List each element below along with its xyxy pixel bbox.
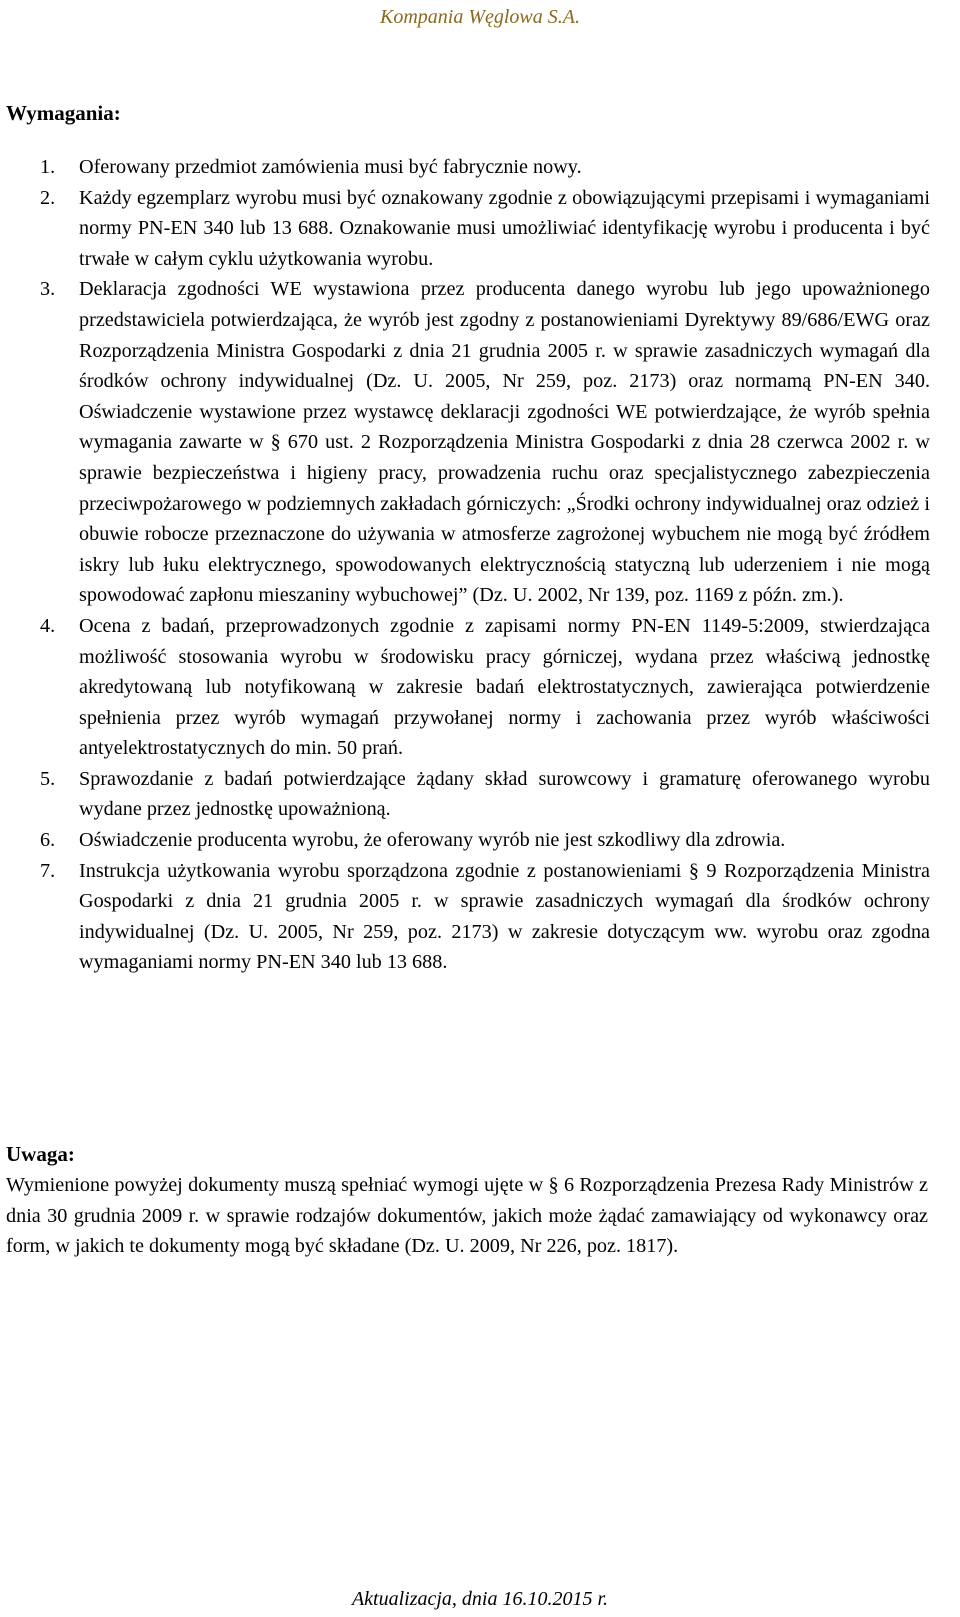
list-item-number: 2. (40, 186, 56, 209)
note-title: Uwaga: (6, 1142, 75, 1166)
list-item (0, 183, 960, 275)
list-item-text: Sprawozdanie z badań potwierdzające żądany skład surowcowy i gramaturę oferowanego wyrobu wydane przez jednostkę upoważnioną. (79, 767, 930, 821)
list-item-number: 7. (40, 859, 56, 882)
list-item (0, 611, 960, 764)
list-item-text: Oświadczenie producenta wyrobu, że oferowany wyrób nie jest szkodliwy dla zdrowia. (79, 829, 786, 852)
list-item (0, 764, 960, 825)
list-item-text: Oferowany przedmiot zamówienia musi być fabrycznie nowy. (79, 156, 582, 178)
list-item-number: 1. (40, 156, 56, 178)
requirements-list (0, 152, 960, 978)
list-item (0, 856, 960, 978)
list-item-number: 6. (40, 829, 56, 852)
requirements-title: Wymagania: (6, 101, 121, 125)
page-header-company: Kompania Węglowa S.A. (380, 6, 580, 28)
list-item-text: Deklaracja zgodności WE wystawiona przez producenta danego wyrobu lub jego upoważnionego przedstawiciela potwierdzająca, że wyrób jest zgodny z postanowieniami Dyrektywy 89/686/EWG oraz Rozporządzenia Ministra Gospodarki z dnia 21 grudnia 2005 r. w sprawie zasadniczych wymagań dla środków ochrony indywidualnej (Dz. U. 2005, Nr 259, poz. 2173) oraz normamą PN-EN 340. Oświadczenie wystawione przez wystawcę deklaracji zgodności WE potwierdzające, że wyrób spełnia wymagania zawarte w § 670 ust. 2 Rozporządzenia Ministra Gospodarki z dnia 28 czerwca 2002 r. w sprawie bezpieczeństwa i higieny pracy, prowadzenia ruchu oraz specjalistycznego zabezpieczenia przeciwpożarowego w podziemnych zakładach górniczych: „Środki ochrony indywidualnej oraz odzież i obuwie robocze przeznaczone do używania w atmosferze zagrożonej wybuchem nie mogą być źródłem iskry lub łuku elektrycznego, spowodowanych elektrycznością statyczną lub uderzeniem i nie mogą spowodować zapłonu mieszaniny wybuchowej” (Dz. U. 2002, Nr 139, poz. 1169 z późn. zm.). (79, 278, 930, 607)
list-item (0, 825, 960, 856)
list-item-text: Ocena z badań, przeprowadzonych zgodnie z zapisami normy PN-EN 1149-5:2009, stwierdzająca możliwość stosowania wyrobu w środowisku pracy górniczej, wydana przez właściwą jednostkę akredytowaną lub notyfikowaną w zakresie badań elektrostatycznych, zawierająca potwierdzenie spełnienia przez wyrób wymagań przywołanej normy i zachowania przez wyrób właściwości antyelektrostatycznych do min. 50 prań. (79, 614, 930, 760)
list-item-number: 5. (40, 767, 56, 790)
list-item-text: Każdy egzemplarz wyrobu musi być oznakowany zgodnie z obowiązującymi przepisami i wymaganiami normy PN-EN 340 lub 13 688. Oznakowanie musi umożliwiać identyfikację wyrobu i producenta i być trwałe w całym cyklu użytkowania wyrobu. (79, 186, 930, 270)
list-item-number: 3. (40, 278, 56, 301)
list-item-number: 4. (40, 614, 56, 637)
list-item-text: Instrukcja użytkowania wyrobu sporządzona zgodnie z postanowieniami § 9 Rozporządzenia Ministra Gospodarki z dnia 21 grudnia 2005 r. w sprawie zasadniczych wymagań dla środków ochrony indywidualnej (Dz. U. 2005, Nr 259, poz. 2173) w zakresie dotyczącym ww. wyrobu oraz zgodna wymaganiami normy PN-EN 340 lub 13 688. (79, 859, 930, 974)
note-text: Wymienione powyżej dokumenty muszą spełniać wymogi ujęte w § 6 Rozporządzenia Prezesa Rady Ministrów z dnia 30 grudnia 2009 r. w sprawie rodzajów dokumentów, jakich może żądać zamawiający od wykonawcy oraz form, w jakich te dokumenty mogą być składane (Dz. U. 2009, Nr 226, poz. 1817). (6, 1174, 928, 1258)
list-item (0, 152, 960, 183)
list-item (0, 274, 960, 611)
page-footer-update: Aktualizacja, dnia 16.10.2015 r. (351, 1588, 609, 1610)
